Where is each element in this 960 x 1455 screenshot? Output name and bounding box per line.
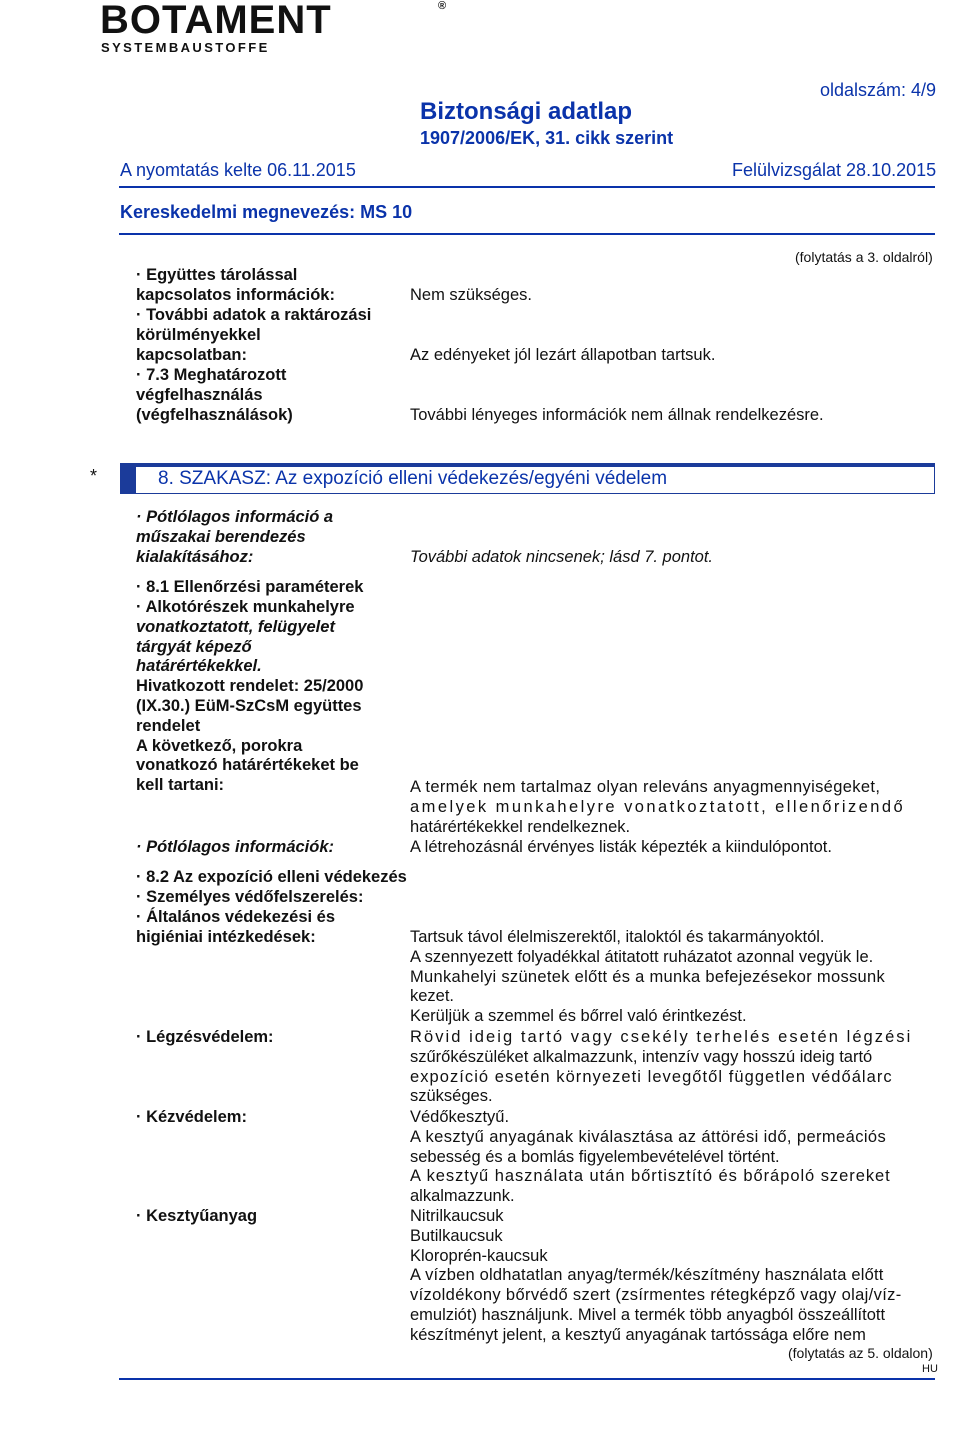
company-logo xyxy=(100,0,448,43)
revision-star: * xyxy=(90,466,98,486)
page-number: oldalszám: 4/9 xyxy=(820,80,937,100)
workplace-limits-value: A termék nem tartalmaz olyan releváns anyagmennyiségeket, amelyek munkahelyre vonatkoztatott, ellenőrizendő határértékekkel rendelkeznek. xyxy=(410,778,906,836)
storage-value-3: További lényeges információk nem állnak rendelkezésre. xyxy=(410,406,824,424)
control-params-heading: · 8.1 Ellenőrzési paraméterek xyxy=(136,578,364,596)
document-title: Biztonsági adatlap xyxy=(420,98,633,125)
header-divider-bottom xyxy=(119,233,935,235)
logo-subtitle: SYSTEMBAUSTOFFE xyxy=(101,40,270,55)
respiratory-value: Rövid ideig tartó vagy csekély terhelés esetén légzési szűrőkészüléket alkalmazzunk, intenzív vagy hosszú ideig tartó expozíció esetén környezeti levegőtől független védőálarc szükséges. xyxy=(410,1028,913,1106)
exposure-controls-heading: · 8.2 Az expozíció elleni védekezés xyxy=(136,868,407,886)
additional-info-label: · Pótlólagos információk: xyxy=(136,838,335,856)
header-divider xyxy=(119,186,935,188)
logo-text: BOTAMENT xyxy=(100,0,332,42)
continued-to: (folytatás az 5. oldalon) xyxy=(788,1345,933,1361)
engineering-label: · Pótlólagos információ a műszakai berendezés kialakításához: xyxy=(136,508,334,566)
footer-divider xyxy=(119,1378,935,1380)
workplace-limits-label: · Alkotórészek munkahelyre vonatkoztatott, felügyelet tárgyát képező határértékekkel. Hivatkozott rendelet: 25/2000 (IX.30.) EüM-SzCsM együttes rendelet A következő, porokra vonatkozó határértékeket be kell tartani: xyxy=(136,598,364,795)
registered-mark: ® xyxy=(438,0,448,12)
additional-info-value: A létrehozásnál érvényes listák képezték a kiindulópontot. xyxy=(410,838,832,856)
hygiene-value: Tartsuk távol élelmiszerektől, italoktól és takarmányoktól. A szennyezett folyadékkal átitatott ruházatot azonnal vegyük le. Munkahelyi szünetek előtt és a munka befejezésekor mossunk kezet. Kerüljük a szemmel és bőrrel való érintkezést. xyxy=(410,928,886,1026)
glove-material-label: · Kesztyűanyag xyxy=(136,1207,258,1225)
respiratory-label: · Légzésvédelem: xyxy=(136,1028,274,1046)
trade-name: Kereskedelmi megnevezés: MS 10 xyxy=(120,202,413,222)
print-date: A nyomtatás kelte 06.11.2015 xyxy=(120,160,356,180)
engineering-value: További adatok nincsenek; lásd 7. pontot. xyxy=(410,548,714,566)
hygiene-label: · Általános védekezési és higiéniai intézkedések: xyxy=(136,908,336,946)
storage-label-2: · További adatok a raktározási körülményekkel kapcsolatban: xyxy=(136,306,372,364)
glove-material-value: Nitrilkaucsuk Butilkaucsuk Kloroprén-kaucsuk A vízben oldhatatlan anyag/termék/készítmény használata előtt vízoldékony bőrvédő szert (zsírmentes rétegképző vagy olaj/víz- emulziót) használjunk. Mivel a termék több anyagból összeállított készítményt jelent, a kesztyű anyagának tartóssága előre nem xyxy=(410,1207,902,1344)
hand-protection-value: Védőkesztyű. A kesztyű anyagának kiválasztása az áttörési idő, permeációs sebesség és a bomlás figyelembevételével történt. A kesztyű használata után bőrtisztító és bőrápoló szereket alkalmazzunk. xyxy=(410,1108,891,1206)
hand-protection-label: · Kézvédelem: xyxy=(136,1108,247,1126)
language-code: HU xyxy=(922,1363,938,1375)
section-title: 8. SZAKASZ: Az expozíció elleni védekezés/egyéni védelem xyxy=(158,468,668,489)
document-subtitle: 1907/2006/EK, 31. cikk szerint xyxy=(420,128,674,148)
ppe-heading: · Személyes védőfelszerelés: xyxy=(136,888,364,906)
storage-label-1: · Együttes tárolással kapcsolatos információk: xyxy=(136,266,335,304)
revision-date: Felülvizsgálat 28.10.2015 xyxy=(732,160,937,180)
storage-label-3: · 7.3 Meghatározott végfelhasználás (végfelhasználások) xyxy=(136,366,293,424)
storage-value-1: Nem szükséges. xyxy=(410,286,532,304)
storage-value-2: Az edényeket jól lezárt állapotban tartsuk. xyxy=(410,346,716,364)
continued-from: (folytatás a 3. oldalról) xyxy=(795,249,933,265)
